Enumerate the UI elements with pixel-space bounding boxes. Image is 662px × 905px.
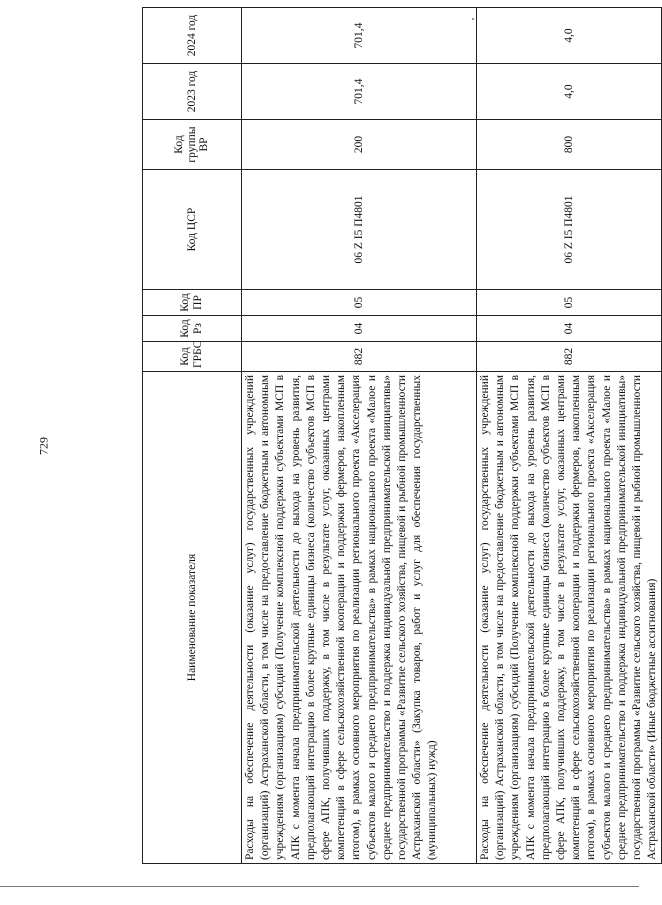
header-grbs: Код ГРБС — [143, 342, 242, 372]
row-2024: 4,0 — [477, 8, 662, 64]
header-name: Наименование показателя — [143, 372, 242, 864]
header-2024: 2024 год — [143, 8, 242, 64]
row-name: Расходы на обеспечение деятельности (оказание услуг) государственных учреждений (организаций) Астраханской области, в том числе на предоставление бюджетным и автономным учреждениям (организациям) субсидий (Получение комплексной поддержки субъектами МСП в АПК с момента начала предпринимательской деятельности до выхода на уровень развития, предполагающий интеграцию в более крупные единицы бизнеса (количество субъектов МСП в сфере АПК, получивших поддержку, в том числе в результате услуг, оказанных центрами компетенций в сфере сельскохозяйственной кооперации и поддержки фермеров, накопленным итогом), в рамках основного мероприятия по реализации регионального проекта «Акселерация субъектов малого и среднего предпринимательства» в рамках национального проекта «Малое и среднее предпринимательство и поддержка индивидуальной предпринимательской инициативы» государственной программы «Развитие сельского хозяйства, пищевой и рыбной промышленности Астраханской области» (Закупка товаров, работ и услуг для обеспечения государственных (муниципальных) нужд) — [242, 372, 477, 864]
header-2023: 2023 год — [143, 64, 242, 120]
row-pr: 05 — [477, 290, 662, 316]
scan-edge-line — [0, 886, 639, 887]
row-rz: 04 — [477, 316, 662, 342]
budget-table — [142, 7, 662, 864]
row-2024: 701,4 — [242, 8, 477, 64]
rotated-page — [142, 8, 659, 864]
row-vr: 200 — [242, 120, 477, 170]
header-csr: Код ЦСР — [143, 170, 242, 290]
table-row — [477, 8, 662, 864]
row-name: Расходы на обеспечение деятельности (оказание услуг) государственных учреждений (организаций) Астраханской области, в том числе на предоставление бюджетным и автономным учреждениям (организациям) субсидий (Получение комплексной поддержки субъектами МСП в АПК с момента начала предпринимательской деятельности до выхода на уровень развития, предполагающий интеграцию в более крупные единицы бизнеса (количество субъектов МСП в сфере АПК, получивших поддержку, в том числе в результате услуг, оказанных центрами компетенций в сфере сельскохозяйственной кооперации и поддержки фермеров, накопленным итогом), в рамках основного мероприятия по реализации регионального проекта «Акселерация субъектов малого и среднего предпринимательства» в рамках национального проекта «Малое и среднее предпринимательство и поддержка индивидуальной предпринимательской инициативы» государственной программы «Развитие сельского хозяйства, пищевой и рыбной промышленности Астраханской области» (Иные бюджетные ассигнования) — [477, 372, 662, 864]
scan-speck — [472, 18, 474, 20]
header-vr: Код группы ВР — [143, 120, 242, 170]
row-rz: 04 — [242, 316, 477, 342]
row-grbs: 882 — [477, 342, 662, 372]
row-2023: 701,4 — [242, 64, 477, 120]
row-pr: 05 — [242, 290, 477, 316]
table-row — [242, 8, 477, 864]
table-header-row — [143, 8, 242, 864]
page-number: 729 — [36, 437, 51, 455]
row-vr: 800 — [477, 120, 662, 170]
row-grbs: 882 — [242, 342, 477, 372]
row-csr: 06 Z I5 П4801 — [477, 170, 662, 290]
header-pr: Код ПР — [143, 290, 242, 316]
row-csr: 06 Z I5 П4801 — [242, 170, 477, 290]
row-2023: 4,0 — [477, 64, 662, 120]
header-rz: Код Рз — [143, 316, 242, 342]
